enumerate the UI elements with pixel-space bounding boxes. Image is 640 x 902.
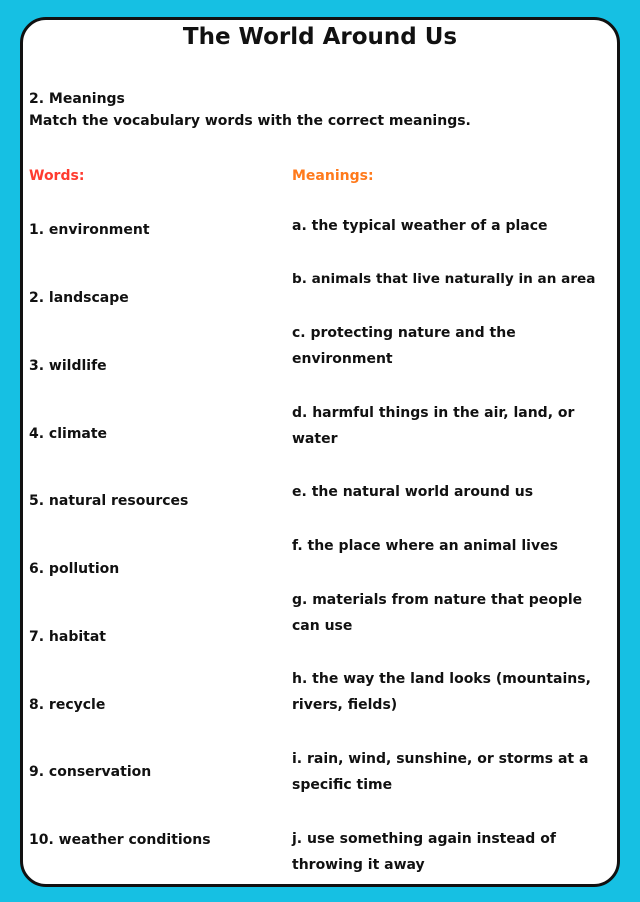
word-item-2: 2. landscape [29, 290, 129, 306]
meanings-header: Meanings: [292, 168, 374, 184]
word-item-4: 4. climate [29, 426, 108, 442]
meaning-item-d: d. harmful things in the air, land, or water [292, 405, 575, 447]
meaning-item-i: i. rain, wind, sunshine, or storms at a specific time [292, 751, 589, 793]
section-block [29, 88, 471, 132]
meaning-item-b: b. animals that live naturally in an area [292, 271, 596, 287]
word-item-7: 7. habitat [29, 629, 106, 645]
word-item-9: 9. conservation [29, 764, 152, 780]
section-heading: 2. Meanings [29, 91, 125, 107]
page-title: The World Around Us [182, 24, 458, 50]
word-item-8: 8. recycle [29, 697, 106, 713]
word-item-6: 6. pollution [29, 561, 120, 577]
word-item-1: 1. environment [29, 222, 150, 238]
meaning-item-h: h. the way the land looks (mountains, rivers, fields) [292, 671, 591, 713]
word-item-3: 3. wildlife [29, 358, 107, 374]
word-item-10: 10. weather conditions [29, 832, 211, 848]
meaning-item-e: e. the natural world around us [292, 484, 534, 500]
worksheet-card [20, 17, 620, 887]
meaning-item-a: a. the typical weather of a place [292, 218, 548, 234]
meaning-item-j: j. use something again instead of throwing it away [292, 831, 556, 873]
words-header: Words: [29, 168, 85, 184]
word-item-5: 5. natural resources [29, 493, 189, 509]
meaning-item-c: c. protecting nature and the environment [292, 325, 516, 367]
section-instruction: Match the vocabulary words with the correct meanings. [29, 113, 471, 129]
meaning-item-g: g. materials from nature that people can use [292, 592, 583, 634]
meaning-item-f: f. the place where an animal lives [292, 538, 558, 554]
